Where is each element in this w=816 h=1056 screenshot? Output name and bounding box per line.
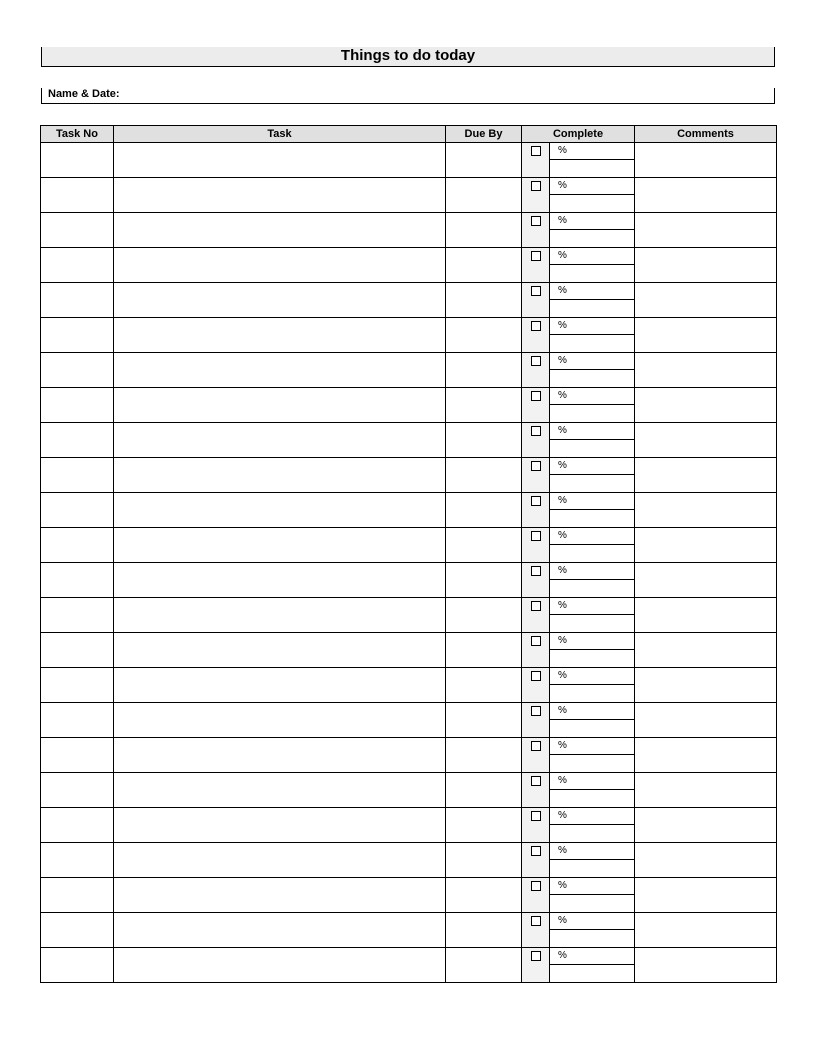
complete-checkbox-cell — [522, 633, 550, 668]
header-task: Task — [114, 126, 446, 143]
complete-checkbox-cell — [522, 353, 550, 388]
complete-checkbox[interactable] — [531, 881, 541, 891]
task-no-cell[interactable] — [41, 353, 114, 388]
percent-cell[interactable] — [550, 668, 635, 703]
percent-cell[interactable] — [550, 318, 635, 353]
percent-cell[interactable] — [550, 773, 635, 808]
table-row — [41, 633, 777, 668]
complete-checkbox[interactable] — [531, 496, 541, 506]
percent-divider — [550, 474, 634, 475]
task-table — [40, 125, 777, 983]
table-row — [41, 143, 777, 178]
task-cell[interactable] — [114, 528, 446, 563]
table-row — [41, 213, 777, 248]
complete-checkbox-cell — [522, 738, 550, 773]
percent-cell[interactable] — [550, 878, 635, 913]
complete-checkbox-cell — [522, 213, 550, 248]
task-cell[interactable] — [114, 353, 446, 388]
comments-cell[interactable] — [635, 878, 777, 913]
percent-divider — [550, 509, 634, 510]
task-no-cell[interactable] — [41, 563, 114, 598]
complete-checkbox[interactable] — [531, 566, 541, 576]
table-row — [41, 563, 777, 598]
task-no-cell[interactable] — [41, 528, 114, 563]
due-by-cell[interactable] — [446, 843, 522, 878]
due-by-cell[interactable] — [446, 808, 522, 843]
task-no-cell[interactable] — [41, 913, 114, 948]
task-cell[interactable] — [114, 808, 446, 843]
percent-label: % — [558, 775, 567, 786]
percent-label: % — [558, 215, 567, 226]
task-cell[interactable] — [114, 143, 446, 178]
due-by-cell[interactable] — [446, 143, 522, 178]
percent-cell[interactable] — [550, 633, 635, 668]
task-no-cell[interactable] — [41, 773, 114, 808]
due-by-cell[interactable] — [446, 283, 522, 318]
percent-divider — [550, 299, 634, 300]
table-row — [41, 598, 777, 633]
task-cell[interactable] — [114, 703, 446, 738]
header-due-by: Due By — [446, 126, 522, 143]
complete-checkbox[interactable] — [531, 811, 541, 821]
task-no-cell[interactable] — [41, 178, 114, 213]
complete-checkbox[interactable] — [531, 356, 541, 366]
complete-checkbox[interactable] — [531, 636, 541, 646]
percent-divider — [550, 649, 634, 650]
percent-cell[interactable] — [550, 948, 635, 983]
comments-cell[interactable] — [635, 808, 777, 843]
table-header-row — [41, 126, 777, 143]
due-by-cell[interactable] — [446, 703, 522, 738]
task-no-cell[interactable] — [41, 458, 114, 493]
table-row — [41, 353, 777, 388]
percent-divider — [550, 754, 634, 755]
task-no-cell[interactable] — [41, 948, 114, 983]
comments-cell[interactable] — [635, 913, 777, 948]
complete-checkbox-cell — [522, 143, 550, 178]
comments-cell[interactable] — [635, 318, 777, 353]
complete-checkbox-cell — [522, 458, 550, 493]
complete-checkbox[interactable] — [531, 951, 541, 961]
percent-label: % — [558, 845, 567, 856]
percent-cell[interactable] — [550, 143, 635, 178]
table-row — [41, 388, 777, 423]
comments-cell[interactable] — [635, 633, 777, 668]
percent-cell[interactable] — [550, 598, 635, 633]
percent-divider — [550, 369, 634, 370]
table-row — [41, 948, 777, 983]
percent-divider — [550, 859, 634, 860]
due-by-cell[interactable] — [446, 423, 522, 458]
task-no-cell[interactable] — [41, 283, 114, 318]
complete-checkbox[interactable] — [531, 426, 541, 436]
task-no-cell[interactable] — [41, 423, 114, 458]
complete-checkbox[interactable] — [531, 391, 541, 401]
due-by-cell[interactable] — [446, 248, 522, 283]
comments-cell[interactable] — [635, 598, 777, 633]
percent-cell[interactable] — [550, 563, 635, 598]
percent-divider — [550, 264, 634, 265]
table-row — [41, 703, 777, 738]
header-task-no: Task No — [41, 126, 114, 143]
comments-cell[interactable] — [635, 703, 777, 738]
percent-label: % — [558, 460, 567, 471]
task-cell[interactable] — [114, 843, 446, 878]
task-no-cell[interactable] — [41, 213, 114, 248]
percent-cell[interactable] — [550, 528, 635, 563]
task-cell[interactable] — [114, 598, 446, 633]
comments-cell[interactable] — [635, 563, 777, 598]
comments-cell[interactable] — [635, 248, 777, 283]
comments-cell[interactable] — [635, 668, 777, 703]
task-cell[interactable] — [114, 563, 446, 598]
complete-checkbox-cell — [522, 808, 550, 843]
table-row — [41, 423, 777, 458]
complete-checkbox[interactable] — [531, 181, 541, 191]
task-no-cell[interactable] — [41, 703, 114, 738]
complete-checkbox-cell — [522, 913, 550, 948]
complete-checkbox[interactable] — [531, 601, 541, 611]
percent-cell[interactable] — [550, 493, 635, 528]
comments-cell[interactable] — [635, 143, 777, 178]
percent-divider — [550, 719, 634, 720]
percent-cell[interactable] — [550, 843, 635, 878]
task-no-cell[interactable] — [41, 843, 114, 878]
comments-cell[interactable] — [635, 773, 777, 808]
due-by-cell[interactable] — [446, 633, 522, 668]
percent-cell[interactable] — [550, 423, 635, 458]
percent-label: % — [558, 880, 567, 891]
complete-checkbox-cell — [522, 423, 550, 458]
table-row — [41, 283, 777, 318]
task-cell[interactable] — [114, 773, 446, 808]
complete-checkbox-cell — [522, 388, 550, 423]
percent-cell[interactable] — [550, 353, 635, 388]
percent-divider — [550, 824, 634, 825]
complete-checkbox-cell — [522, 598, 550, 633]
complete-checkbox[interactable] — [531, 286, 541, 296]
due-by-cell[interactable] — [446, 178, 522, 213]
title-bar — [41, 47, 775, 67]
table-row — [41, 528, 777, 563]
complete-checkbox[interactable] — [531, 846, 541, 856]
complete-checkbox-cell — [522, 948, 550, 983]
task-no-cell[interactable] — [41, 318, 114, 353]
complete-checkbox-cell — [522, 878, 550, 913]
task-cell[interactable] — [114, 213, 446, 248]
percent-label: % — [558, 355, 567, 366]
due-by-cell[interactable] — [446, 563, 522, 598]
comments-cell[interactable] — [635, 843, 777, 878]
comments-cell[interactable] — [635, 423, 777, 458]
complete-checkbox[interactable] — [531, 146, 541, 156]
comments-cell[interactable] — [635, 458, 777, 493]
percent-label: % — [558, 740, 567, 751]
percent-label: % — [558, 705, 567, 716]
percent-divider — [550, 544, 634, 545]
table-row — [41, 738, 777, 773]
complete-checkbox-cell — [522, 563, 550, 598]
comments-cell[interactable] — [635, 283, 777, 318]
complete-checkbox-cell — [522, 283, 550, 318]
due-by-cell[interactable] — [446, 353, 522, 388]
task-no-cell[interactable] — [41, 668, 114, 703]
task-cell[interactable] — [114, 633, 446, 668]
due-by-cell[interactable] — [446, 773, 522, 808]
complete-checkbox-cell — [522, 703, 550, 738]
table-row — [41, 773, 777, 808]
task-cell[interactable] — [114, 668, 446, 703]
due-by-cell[interactable] — [446, 738, 522, 773]
task-cell[interactable] — [114, 913, 446, 948]
due-by-cell[interactable] — [446, 388, 522, 423]
complete-checkbox[interactable] — [531, 461, 541, 471]
table-row — [41, 458, 777, 493]
percent-divider — [550, 229, 634, 230]
complete-checkbox-cell — [522, 528, 550, 563]
task-cell[interactable] — [114, 738, 446, 773]
header-complete: Complete — [522, 126, 635, 143]
task-cell[interactable] — [114, 948, 446, 983]
due-by-cell[interactable] — [446, 528, 522, 563]
percent-divider — [550, 929, 634, 930]
header-comments: Comments — [635, 126, 777, 143]
percent-cell[interactable] — [550, 458, 635, 493]
percent-label: % — [558, 180, 567, 191]
table-row — [41, 493, 777, 528]
due-by-cell[interactable] — [446, 668, 522, 703]
percent-label: % — [558, 565, 567, 576]
percent-label: % — [558, 390, 567, 401]
table-row — [41, 878, 777, 913]
complete-checkbox-cell — [522, 248, 550, 283]
complete-checkbox-cell — [522, 318, 550, 353]
comments-cell[interactable] — [635, 178, 777, 213]
percent-label: % — [558, 810, 567, 821]
task-cell[interactable] — [114, 423, 446, 458]
percent-label: % — [558, 635, 567, 646]
percent-divider — [550, 894, 634, 895]
percent-cell[interactable] — [550, 913, 635, 948]
task-no-cell[interactable] — [41, 633, 114, 668]
percent-cell[interactable] — [550, 248, 635, 283]
complete-checkbox-cell — [522, 668, 550, 703]
percent-divider — [550, 789, 634, 790]
task-no-cell[interactable] — [41, 493, 114, 528]
task-no-cell[interactable] — [41, 248, 114, 283]
percent-label: % — [558, 495, 567, 506]
due-by-cell[interactable] — [446, 878, 522, 913]
percent-divider — [550, 194, 634, 195]
complete-checkbox-cell — [522, 773, 550, 808]
page-title: Things to do today — [340, 47, 476, 64]
percent-label: % — [558, 530, 567, 541]
comments-cell[interactable] — [635, 528, 777, 563]
table-row — [41, 178, 777, 213]
comments-cell[interactable] — [635, 738, 777, 773]
percent-label: % — [558, 250, 567, 261]
task-no-cell[interactable] — [41, 388, 114, 423]
comments-cell[interactable] — [635, 493, 777, 528]
complete-checkbox[interactable] — [531, 776, 541, 786]
due-by-cell[interactable] — [446, 213, 522, 248]
task-cell[interactable] — [114, 248, 446, 283]
complete-checkbox[interactable] — [531, 916, 541, 926]
complete-checkbox[interactable] — [531, 706, 541, 716]
percent-cell[interactable] — [550, 738, 635, 773]
percent-label: % — [558, 950, 567, 961]
task-no-cell[interactable] — [41, 598, 114, 633]
due-by-cell[interactable] — [446, 493, 522, 528]
comments-cell[interactable] — [635, 353, 777, 388]
table-row — [41, 808, 777, 843]
percent-divider — [550, 964, 634, 965]
percent-divider — [550, 439, 634, 440]
complete-checkbox[interactable] — [531, 741, 541, 751]
percent-label: % — [558, 425, 567, 436]
percent-label: % — [558, 285, 567, 296]
task-cell[interactable] — [114, 283, 446, 318]
percent-divider — [550, 579, 634, 580]
name-date-field[interactable] — [41, 88, 775, 104]
due-by-cell[interactable] — [446, 458, 522, 493]
task-cell[interactable] — [114, 388, 446, 423]
table-row — [41, 913, 777, 948]
percent-cell[interactable] — [550, 283, 635, 318]
comments-cell[interactable] — [635, 388, 777, 423]
complete-checkbox-cell — [522, 843, 550, 878]
table-row — [41, 843, 777, 878]
name-date-label: Name & Date: — [48, 88, 120, 100]
percent-label: % — [558, 145, 567, 156]
table-row — [41, 318, 777, 353]
table-row — [41, 248, 777, 283]
complete-checkbox[interactable] — [531, 321, 541, 331]
comments-cell[interactable] — [635, 213, 777, 248]
task-cell[interactable] — [114, 493, 446, 528]
task-no-cell[interactable] — [41, 808, 114, 843]
due-by-cell[interactable] — [446, 598, 522, 633]
due-by-cell[interactable] — [446, 318, 522, 353]
complete-checkbox-cell — [522, 493, 550, 528]
task-cell[interactable] — [114, 318, 446, 353]
percent-cell[interactable] — [550, 703, 635, 738]
percent-divider — [550, 159, 634, 160]
percent-divider — [550, 684, 634, 685]
task-no-cell[interactable] — [41, 878, 114, 913]
task-no-cell[interactable] — [41, 143, 114, 178]
complete-checkbox[interactable] — [531, 251, 541, 261]
task-cell[interactable] — [114, 178, 446, 213]
complete-checkbox[interactable] — [531, 531, 541, 541]
percent-label: % — [558, 915, 567, 926]
task-no-cell[interactable] — [41, 738, 114, 773]
task-cell[interactable] — [114, 458, 446, 493]
percent-divider — [550, 614, 634, 615]
complete-checkbox[interactable] — [531, 671, 541, 681]
percent-divider — [550, 334, 634, 335]
percent-divider — [550, 404, 634, 405]
complete-checkbox[interactable] — [531, 216, 541, 226]
percent-label: % — [558, 670, 567, 681]
comments-cell[interactable] — [635, 948, 777, 983]
percent-cell[interactable] — [550, 808, 635, 843]
due-by-cell[interactable] — [446, 948, 522, 983]
task-cell[interactable] — [114, 878, 446, 913]
percent-cell[interactable] — [550, 388, 635, 423]
due-by-cell[interactable] — [446, 913, 522, 948]
percent-label: % — [558, 600, 567, 611]
table-row — [41, 668, 777, 703]
percent-cell[interactable] — [550, 213, 635, 248]
percent-label: % — [558, 320, 567, 331]
task-table-body — [41, 143, 777, 983]
complete-checkbox-cell — [522, 178, 550, 213]
percent-cell[interactable] — [550, 178, 635, 213]
